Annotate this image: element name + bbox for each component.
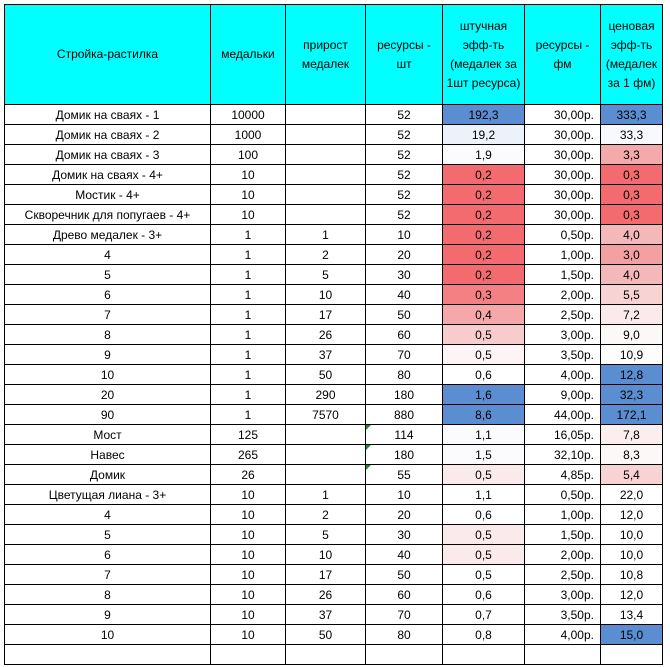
table-row: [5, 345, 663, 365]
cell-eff-sht[interactable]: 192,3: [443, 105, 525, 125]
cell-name[interactable]: 6: [5, 545, 211, 565]
table-row: [5, 185, 663, 205]
cell-medals[interactable]: 10: [211, 185, 286, 205]
table-row: [5, 585, 663, 605]
cell-growth[interactable]: 26: [286, 325, 366, 345]
cell-medals[interactable]: 10: [211, 205, 286, 225]
cell-name[interactable]: 90: [5, 405, 211, 425]
cell-medals[interactable]: 1: [211, 285, 286, 305]
cell-eff-fm[interactable]: 12,8: [601, 365, 663, 385]
header-cell-eff-fm[interactable]: ценовая эфф-ть (медалек за 1 фм): [601, 5, 663, 105]
cell-eff-fm[interactable]: 5,4: [601, 465, 663, 485]
cell-eff-fm[interactable]: 9,0: [601, 325, 663, 345]
table-row: [5, 165, 663, 185]
cell-res-fm[interactable]: 30,00р.: [525, 125, 601, 145]
table-row: [5, 125, 663, 145]
cell-res-sht[interactable]: 30: [366, 265, 443, 285]
cell-medals[interactable]: 10: [211, 605, 286, 625]
cell-res-sht[interactable]: 60: [366, 585, 443, 605]
cell-eff-fm[interactable]: 15,0: [601, 625, 663, 645]
cell-growth[interactable]: 10: [286, 285, 366, 305]
cell-res-fm[interactable]: 3,00р.: [525, 325, 601, 345]
cell-medals[interactable]: 10: [211, 625, 286, 645]
cell-growth[interactable]: [286, 205, 366, 225]
cell-name[interactable]: Мостик - 4+: [5, 185, 211, 205]
cell-res-sht[interactable]: 70: [366, 345, 443, 365]
cell-growth[interactable]: [286, 145, 366, 165]
cell-name[interactable]: 20: [5, 385, 211, 405]
cell-name[interactable]: Домик на сваях - 2: [5, 125, 211, 145]
cell-eff-sht[interactable]: 0,2: [443, 185, 525, 205]
cell-medals[interactable]: 26: [211, 465, 286, 485]
table-row: [5, 625, 663, 645]
cell-res-sht[interactable]: 20: [366, 245, 443, 265]
cell-res-sht[interactable]: 55: [366, 465, 443, 485]
cell-res-sht[interactable]: 52: [366, 205, 443, 225]
cell-medals[interactable]: 1: [211, 365, 286, 385]
cell-eff-fm[interactable]: 333,3: [601, 105, 663, 125]
cell-medals[interactable]: 1: [211, 385, 286, 405]
cell-res-sht[interactable]: 20: [366, 505, 443, 525]
cell-growth[interactable]: [286, 425, 366, 445]
cell-res-fm[interactable]: 2,50р.: [525, 305, 601, 325]
cell-res-sht[interactable]: 10: [366, 485, 443, 505]
cell-res-fm[interactable]: 4,85р.: [525, 465, 601, 485]
cell-eff-fm[interactable]: 7,8: [601, 425, 663, 445]
cell-eff-fm[interactable]: 0,3: [601, 165, 663, 185]
cell-name[interactable]: 7: [5, 565, 211, 585]
cell-name[interactable]: 10: [5, 365, 211, 385]
table-row: [5, 105, 663, 125]
cell-name[interactable]: 9: [5, 605, 211, 625]
cell-name[interactable]: Навес: [5, 445, 211, 465]
cell-eff-sht[interactable]: [443, 645, 525, 665]
cell-growth[interactable]: 37: [286, 605, 366, 625]
cell-res-fm[interactable]: 30,00р.: [525, 105, 601, 125]
header-cell-eff-sht[interactable]: штучная эфф-ть (медалек за 1шт ресурса): [443, 5, 525, 105]
cell-res-fm[interactable]: 1,50р.: [525, 525, 601, 545]
table-row: [5, 465, 663, 485]
cell-eff-sht[interactable]: 0,5: [443, 465, 525, 485]
cell-eff-fm[interactable]: 33,3: [601, 125, 663, 145]
cell-res-sht[interactable]: 30: [366, 525, 443, 545]
cell-medals[interactable]: 10: [211, 585, 286, 605]
cell-res-sht[interactable]: 180: [366, 385, 443, 405]
cell-res-fm[interactable]: 1,00р.: [525, 505, 601, 525]
cell-medals[interactable]: 100: [211, 145, 286, 165]
table-row: [5, 565, 663, 585]
table-row: [5, 605, 663, 625]
cell-res-fm[interactable]: 30,00р.: [525, 205, 601, 225]
header-row: [5, 5, 663, 105]
cell-res-fm[interactable]: 2,00р.: [525, 545, 601, 565]
cell-eff-fm[interactable]: 32,3: [601, 385, 663, 405]
header-cell-res-sht[interactable]: ресурсы - шт: [366, 5, 443, 105]
cell-eff-fm[interactable]: 12,0: [601, 505, 663, 525]
cell-medals[interactable]: 10000: [211, 105, 286, 125]
cell-medals[interactable]: 10: [211, 565, 286, 585]
cell-eff-sht[interactable]: 0,8: [443, 625, 525, 645]
cell-name[interactable]: 4: [5, 505, 211, 525]
cell-growth[interactable]: 10: [286, 545, 366, 565]
spreadsheet-table: [4, 4, 663, 665]
cell-eff-fm[interactable]: 4,0: [601, 265, 663, 285]
cell-res-sht[interactable]: 80: [366, 365, 443, 385]
cell-medals[interactable]: 10: [211, 525, 286, 545]
cell-eff-sht[interactable]: 0,2: [443, 245, 525, 265]
cell-res-sht[interactable]: [366, 645, 443, 665]
cell-medals[interactable]: 1: [211, 345, 286, 365]
cell-eff-fm[interactable]: 10,9: [601, 345, 663, 365]
table-body: [5, 105, 663, 665]
cell-res-sht[interactable]: 52: [366, 105, 443, 125]
cell-growth[interactable]: 290: [286, 385, 366, 405]
cell-res-fm[interactable]: 2,00р.: [525, 285, 601, 305]
cell-res-fm[interactable]: 30,00р.: [525, 145, 601, 165]
cell-eff-fm[interactable]: [601, 645, 663, 665]
cell-name[interactable]: 7: [5, 305, 211, 325]
cell-eff-sht[interactable]: 0,6: [443, 505, 525, 525]
cell-res-fm[interactable]: [525, 645, 601, 665]
cell-res-fm[interactable]: 1,00р.: [525, 245, 601, 265]
table-row: [5, 545, 663, 565]
cell-name[interactable]: 4: [5, 245, 211, 265]
cell-growth[interactable]: [286, 105, 366, 125]
cell-eff-fm[interactable]: 10,8: [601, 565, 663, 585]
cell-eff-fm[interactable]: 4,0: [601, 225, 663, 245]
table-row: [5, 225, 663, 245]
cell-medals[interactable]: 1: [211, 305, 286, 325]
cell-res-sht[interactable]: 52: [366, 165, 443, 185]
cell-medals[interactable]: 10: [211, 505, 286, 525]
cell-eff-sht[interactable]: 1,6: [443, 385, 525, 405]
cell-medals[interactable]: 1000: [211, 125, 286, 145]
cell-res-fm[interactable]: 9,00р.: [525, 385, 601, 405]
cell-growth[interactable]: 50: [286, 625, 366, 645]
cell-medals[interactable]: [211, 645, 286, 665]
table-row: [5, 525, 663, 545]
table-row: [5, 365, 663, 385]
cell-res-sht[interactable]: 80: [366, 625, 443, 645]
cell-res-sht[interactable]: 10: [366, 225, 443, 245]
cell-eff-sht[interactable]: 0,2: [443, 265, 525, 285]
cell-eff-sht[interactable]: 0,6: [443, 585, 525, 605]
cell-name[interactable]: Древо медалек - 3+: [5, 225, 211, 245]
table-row: [5, 285, 663, 305]
cell-eff-fm[interactable]: 12,0: [601, 585, 663, 605]
cell-eff-sht[interactable]: 0,2: [443, 165, 525, 185]
cell-growth[interactable]: 17: [286, 305, 366, 325]
cell-res-fm[interactable]: 0,50р.: [525, 225, 601, 245]
cell-eff-fm[interactable]: 7,2: [601, 305, 663, 325]
cell-medals[interactable]: 10: [211, 165, 286, 185]
cell-name[interactable]: 8: [5, 325, 211, 345]
cell-name[interactable]: 9: [5, 345, 211, 365]
cell-eff-fm[interactable]: 0,3: [601, 185, 663, 205]
cell-medals[interactable]: 1: [211, 325, 286, 345]
cell-res-sht[interactable]: 50: [366, 305, 443, 325]
cell-name[interactable]: Цветущая лиана - 3+: [5, 485, 211, 505]
table-row: [5, 405, 663, 425]
cell-res-fm[interactable]: 30,00р.: [525, 165, 601, 185]
cell-res-sht[interactable]: 40: [366, 285, 443, 305]
cell-res-fm[interactable]: 4,00р.: [525, 365, 601, 385]
cell-eff-sht[interactable]: 0,3: [443, 285, 525, 305]
cell-growth[interactable]: 2: [286, 505, 366, 525]
cell-medals[interactable]: 10: [211, 485, 286, 505]
cell-growth[interactable]: 5: [286, 265, 366, 285]
cell-name[interactable]: Домик на сваях - 1: [5, 105, 211, 125]
cell-res-sht[interactable]: 60: [366, 325, 443, 345]
cell-res-sht[interactable]: 52: [366, 125, 443, 145]
cell-res-fm[interactable]: 30,00р.: [525, 185, 601, 205]
cell-eff-sht[interactable]: 0,4: [443, 305, 525, 325]
cell-medals[interactable]: 1: [211, 225, 286, 245]
cell-eff-sht[interactable]: 1,1: [443, 425, 525, 445]
header-cell-res-fm[interactable]: ресурсы - фм: [525, 5, 601, 105]
cell-eff-sht[interactable]: 0,5: [443, 345, 525, 365]
cell-growth[interactable]: 2: [286, 245, 366, 265]
cell-res-fm[interactable]: 0,50р.: [525, 485, 601, 505]
cell-eff-fm[interactable]: 10,0: [601, 545, 663, 565]
cell-eff-sht[interactable]: 0,2: [443, 225, 525, 245]
cell-growth[interactable]: [286, 125, 366, 145]
cell-eff-sht[interactable]: 0,5: [443, 545, 525, 565]
cell-name[interactable]: 8: [5, 585, 211, 605]
cell-name[interactable]: 5: [5, 525, 211, 545]
cell-eff-sht[interactable]: 0,7: [443, 605, 525, 625]
cell-medals[interactable]: 265: [211, 445, 286, 465]
table-row: [5, 505, 663, 525]
cell-name[interactable]: 5: [5, 265, 211, 285]
cell-medals[interactable]: 1: [211, 265, 286, 285]
cell-eff-fm[interactable]: 13,4: [601, 605, 663, 625]
cell-eff-fm[interactable]: 22,0: [601, 485, 663, 505]
cell-res-sht[interactable]: 50: [366, 565, 443, 585]
cell-name[interactable]: [5, 645, 211, 665]
cell-medals[interactable]: 1: [211, 245, 286, 265]
cell-eff-fm[interactable]: 10,0: [601, 525, 663, 545]
cell-eff-fm[interactable]: 172,1: [601, 405, 663, 425]
cell-eff-sht[interactable]: 0,6: [443, 365, 525, 385]
cell-eff-sht[interactable]: 0,2: [443, 205, 525, 225]
cell-eff-sht[interactable]: 19,2: [443, 125, 525, 145]
cell-eff-sht[interactable]: 1,5: [443, 445, 525, 465]
cell-eff-sht[interactable]: 0,5: [443, 325, 525, 345]
cell-eff-sht[interactable]: 1,9: [443, 145, 525, 165]
cell-res-fm[interactable]: 4,00р.: [525, 625, 601, 645]
cell-res-sht[interactable]: 114: [366, 425, 443, 445]
cell-growth[interactable]: 7570: [286, 405, 366, 425]
cell-growth[interactable]: 17: [286, 565, 366, 585]
cell-growth[interactable]: [286, 185, 366, 205]
table-row: [5, 645, 663, 665]
table-row: [5, 305, 663, 325]
cell-growth[interactable]: [286, 465, 366, 485]
table-row: [5, 145, 663, 165]
table-row: [5, 385, 663, 405]
cell-eff-sht[interactable]: 0,5: [443, 525, 525, 545]
cell-name[interactable]: Домик на сваях - 3: [5, 145, 211, 165]
table-row: [5, 425, 663, 445]
cell-medals[interactable]: 1: [211, 405, 286, 425]
cell-growth[interactable]: 26: [286, 585, 366, 605]
cell-eff-fm[interactable]: 3,0: [601, 245, 663, 265]
cell-growth[interactable]: 37: [286, 345, 366, 365]
cell-name[interactable]: Домик: [5, 465, 211, 485]
cell-res-sht[interactable]: 70: [366, 605, 443, 625]
cell-res-fm[interactable]: 16,05р.: [525, 425, 601, 445]
cell-res-sht[interactable]: 880: [366, 405, 443, 425]
cell-name[interactable]: Скворечник для попугаев - 4+: [5, 205, 211, 225]
cell-res-fm[interactable]: 2,50р.: [525, 565, 601, 585]
cell-name[interactable]: 10: [5, 625, 211, 645]
cell-res-fm[interactable]: 32,10р.: [525, 445, 601, 465]
cell-res-sht[interactable]: 180: [366, 445, 443, 465]
cell-growth[interactable]: 1: [286, 225, 366, 245]
cell-growth[interactable]: 1: [286, 485, 366, 505]
cell-eff-fm[interactable]: 8,3: [601, 445, 663, 465]
cell-medals[interactable]: 125: [211, 425, 286, 445]
cell-res-fm[interactable]: 3,50р.: [525, 605, 601, 625]
cell-name[interactable]: 6: [5, 285, 211, 305]
cell-eff-sht[interactable]: 1,1: [443, 485, 525, 505]
cell-res-sht[interactable]: 40: [366, 545, 443, 565]
cell-eff-fm[interactable]: 0,3: [601, 205, 663, 225]
cell-eff-sht[interactable]: 8,6: [443, 405, 525, 425]
cell-eff-fm[interactable]: 5,5: [601, 285, 663, 305]
cell-res-sht[interactable]: 52: [366, 145, 443, 165]
cell-growth[interactable]: [286, 645, 366, 665]
header-cell-name[interactable]: Стройка-растилка: [5, 5, 211, 105]
header-cell-growth[interactable]: прирост медалек: [286, 5, 366, 105]
cell-growth[interactable]: 50: [286, 365, 366, 385]
cell-eff-fm[interactable]: 3,3: [601, 145, 663, 165]
cell-name[interactable]: Мост: [5, 425, 211, 445]
table-row: [5, 485, 663, 505]
cell-growth[interactable]: [286, 445, 366, 465]
table-row: [5, 245, 663, 265]
cell-name[interactable]: Домик на сваях - 4+: [5, 165, 211, 185]
table-row: [5, 205, 663, 225]
cell-res-fm[interactable]: 1,50р.: [525, 265, 601, 285]
table-row: [5, 265, 663, 285]
cell-eff-sht[interactable]: 0,5: [443, 565, 525, 585]
cell-medals[interactable]: 10: [211, 545, 286, 565]
cell-res-sht[interactable]: 52: [366, 185, 443, 205]
cell-growth[interactable]: [286, 165, 366, 185]
cell-res-fm[interactable]: 3,50р.: [525, 345, 601, 365]
table-row: [5, 445, 663, 465]
cell-growth[interactable]: 5: [286, 525, 366, 545]
cell-res-fm[interactable]: 44,00р.: [525, 405, 601, 425]
cell-res-fm[interactable]: 3,00р.: [525, 585, 601, 605]
table-row: [5, 325, 663, 345]
header-cell-medals[interactable]: медальки: [211, 5, 286, 105]
